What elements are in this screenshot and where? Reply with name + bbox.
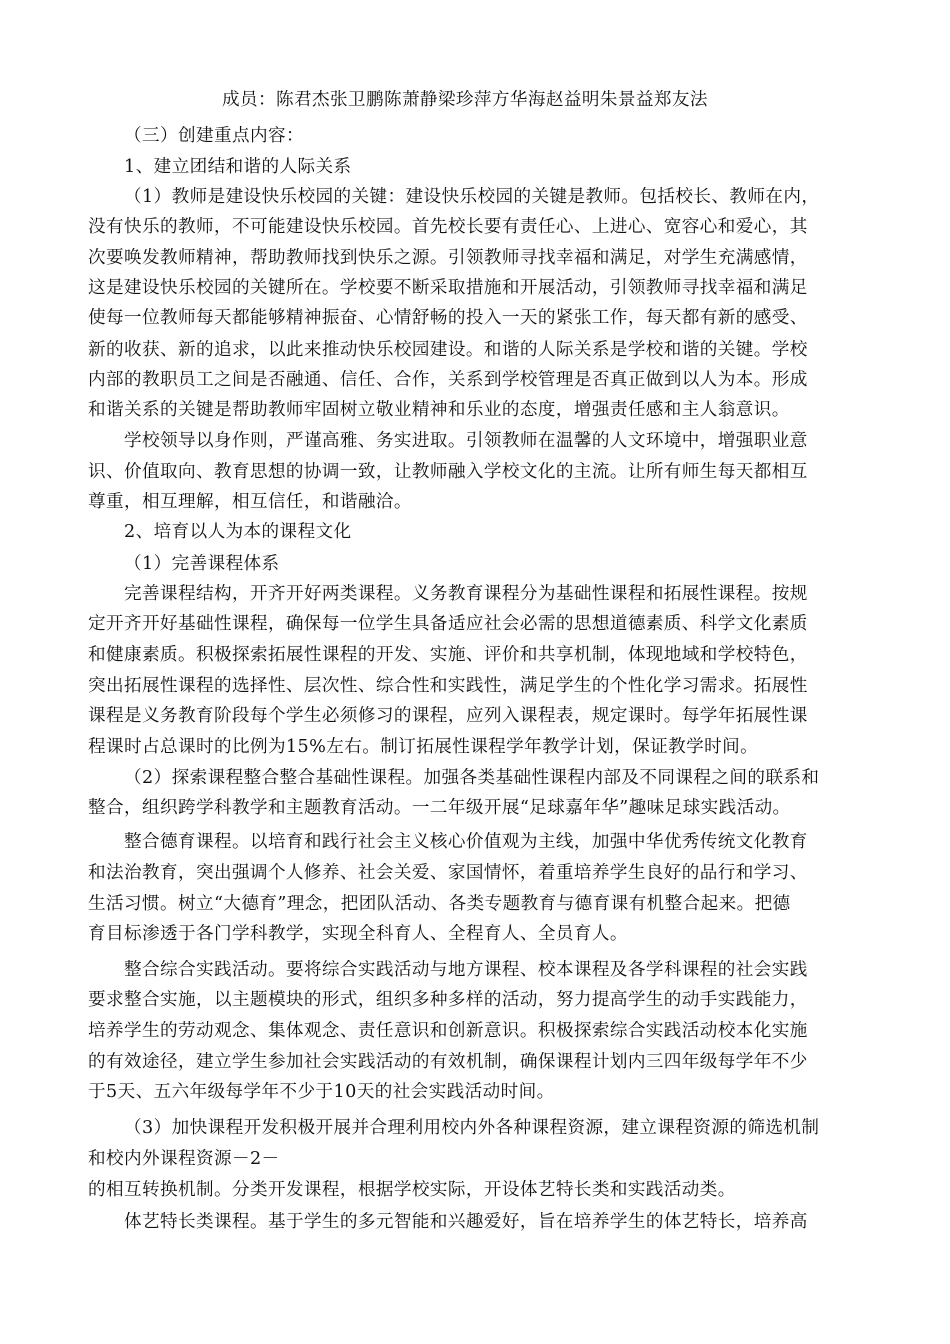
paragraph-line: （2）探索课程整合整合基础性课程。加强各类基础性课程内部及不同课程之间的联系和 (124, 768, 820, 788)
paragraph-line: 和谐关系的关键是帮助教师牢固树立敬业精神和乐业的态度，增强责任感和主人翁意识。 (88, 400, 790, 420)
paragraph-line: 没有快乐的教师，不可能建设快乐校园。首先校长要有责任心、上进心、宽容心和爱心，其 (88, 217, 808, 237)
section-heading: （三）创建重点内容： (124, 126, 304, 146)
paragraph-line: 育目标渗透于各门学科教学，实现全科育人、全程育人、全员育人。 (88, 924, 628, 944)
paragraph-line: （1）教师是建设快乐校园的关键：建设快乐校园的关键是教师。包括校长、教师在内， (124, 187, 820, 207)
paragraph-line: 尊重，相互理解，相互信任，和谐融洽。 (88, 492, 412, 512)
paragraph-line: 整合综合实践活动。要将综合实践活动与地方课程、校本课程及各学科课程的社会实践 (124, 960, 808, 980)
heading-2: 2、培育以人为本的课程文化 (124, 522, 352, 542)
paragraph-line: 和校内外课程资源－2－ (88, 1149, 280, 1169)
paragraph-line: 的有效途径，建立学生参加社会实践活动的有效机制，确保课程计划内三四年级每学年不少 (88, 1052, 808, 1072)
paragraph-line: 于5天、五六年级每学年不少于10天的社会实践活动时间。 (88, 1082, 555, 1102)
paragraph-line: 体艺特长类课程。基于学生的多元智能和兴趣爱好，旨在培养学生的体艺特长，培养高 (124, 1212, 808, 1232)
paragraph-line: 新的收获、新的追求，以此来推动快乐校园建设。和谐的人际关系是学校和谐的关键。学校 (88, 340, 808, 360)
paragraph-line: 次要唤发教师精神，帮助教师找到快乐之源。引领教师寻找幸福和满足，对学生充满感情， (88, 248, 808, 268)
paragraph-line: 内部的教职员工之间是否融通、信任、合作，关系到学校管理是否真正做到以人为本。形成 (88, 370, 808, 390)
paragraph-line: 突出拓展性课程的选择性、层次性、综合性和实践性，满足学生的个性化学习需求。拓展性 (88, 676, 808, 696)
paragraph-line: 完善课程结构，开齐开好两类课程。义务教育课程分为基础性课程和拓展性课程。按规 (124, 584, 808, 604)
paragraph-line: 课程是义务教育阶段每个学生必须修习的课程，应列入课程表，规定课时。每学年拓展性课 (88, 706, 808, 726)
paragraph-line: 学校领导以身作则，严谨高雅、务实进取。引领教师在温馨的人文环境中，增强职业意 (124, 431, 808, 451)
paragraph-line: 程课时占总课时的比例为15%左右。制订拓展性课程学年教学计划，保证教学时间。 (88, 737, 759, 757)
paragraph-line: 生活习惯。树立“大德育”理念，把团队活动、各类专题教育与德育课有机整合起来。把德 (88, 894, 791, 914)
paragraph-line: 识、价值取向、教育思想的协调一致，让教师融入学校文化的主流。让所有师生每天都相互 (88, 462, 808, 482)
paragraph-line: 和法治教育，突出强调个人修养、社会关爱、家国情怀，着重培养学生良好的品行和学习、 (88, 863, 808, 883)
paragraph-line: 整合德育课程。以培育和践行社会主义核心价值观为主线，加强中华优秀传统文化教育 (124, 832, 808, 852)
subheading-1: （1）完善课程体系 (124, 554, 280, 574)
paragraph-line: 使每一位教师每天都能够精神振奋、心情舒畅的投入一天的紧张工作，每天都有新的感受、 (88, 308, 808, 328)
members-line: 成员：陈君杰张卫鹏陈萧静梁珍萍方华海赵益明朱景益郑友法 (222, 90, 708, 110)
heading-1: 1、建立团结和谐的人际关系 (124, 157, 352, 177)
paragraph-line: 和健康素质。积极探索拓展性课程的开发、实施、评价和共享机制，体现地域和学校特色， (88, 645, 808, 665)
paragraph-line: 整合，组织跨学科教学和主题教育活动。一二年级开展“足球嘉年华”趣味足球实践活动。 (88, 798, 791, 818)
paragraph-line: 这是建设快乐校园的关键所在。学校要不断采取措施和开展活动，引领教师寻找幸福和满足 (88, 278, 808, 298)
paragraph-line: 培养学生的劳动观念、集体观念、责任意识和创新意识。积极探索综合实践活动校本化实施 (88, 1021, 808, 1041)
paragraph-line: （3）加快课程开发积极开展并合理利用校内外各种课程资源，建立课程资源的筛选机制 (124, 1118, 820, 1138)
paragraph-line: 要求整合实施，以主题模块的形式，组织多种多样的活动，努力提高学生的动手实践能力， (88, 990, 808, 1010)
paragraph-line: 的相互转换机制。分类开发课程，根据学校实际，开设体艺特长类和实践活动类。 (88, 1180, 736, 1200)
paragraph-line: 定开齐开好基础性课程，确保每一位学生具备适应社会必需的思想道德素质、科学文化素质 (88, 614, 808, 634)
